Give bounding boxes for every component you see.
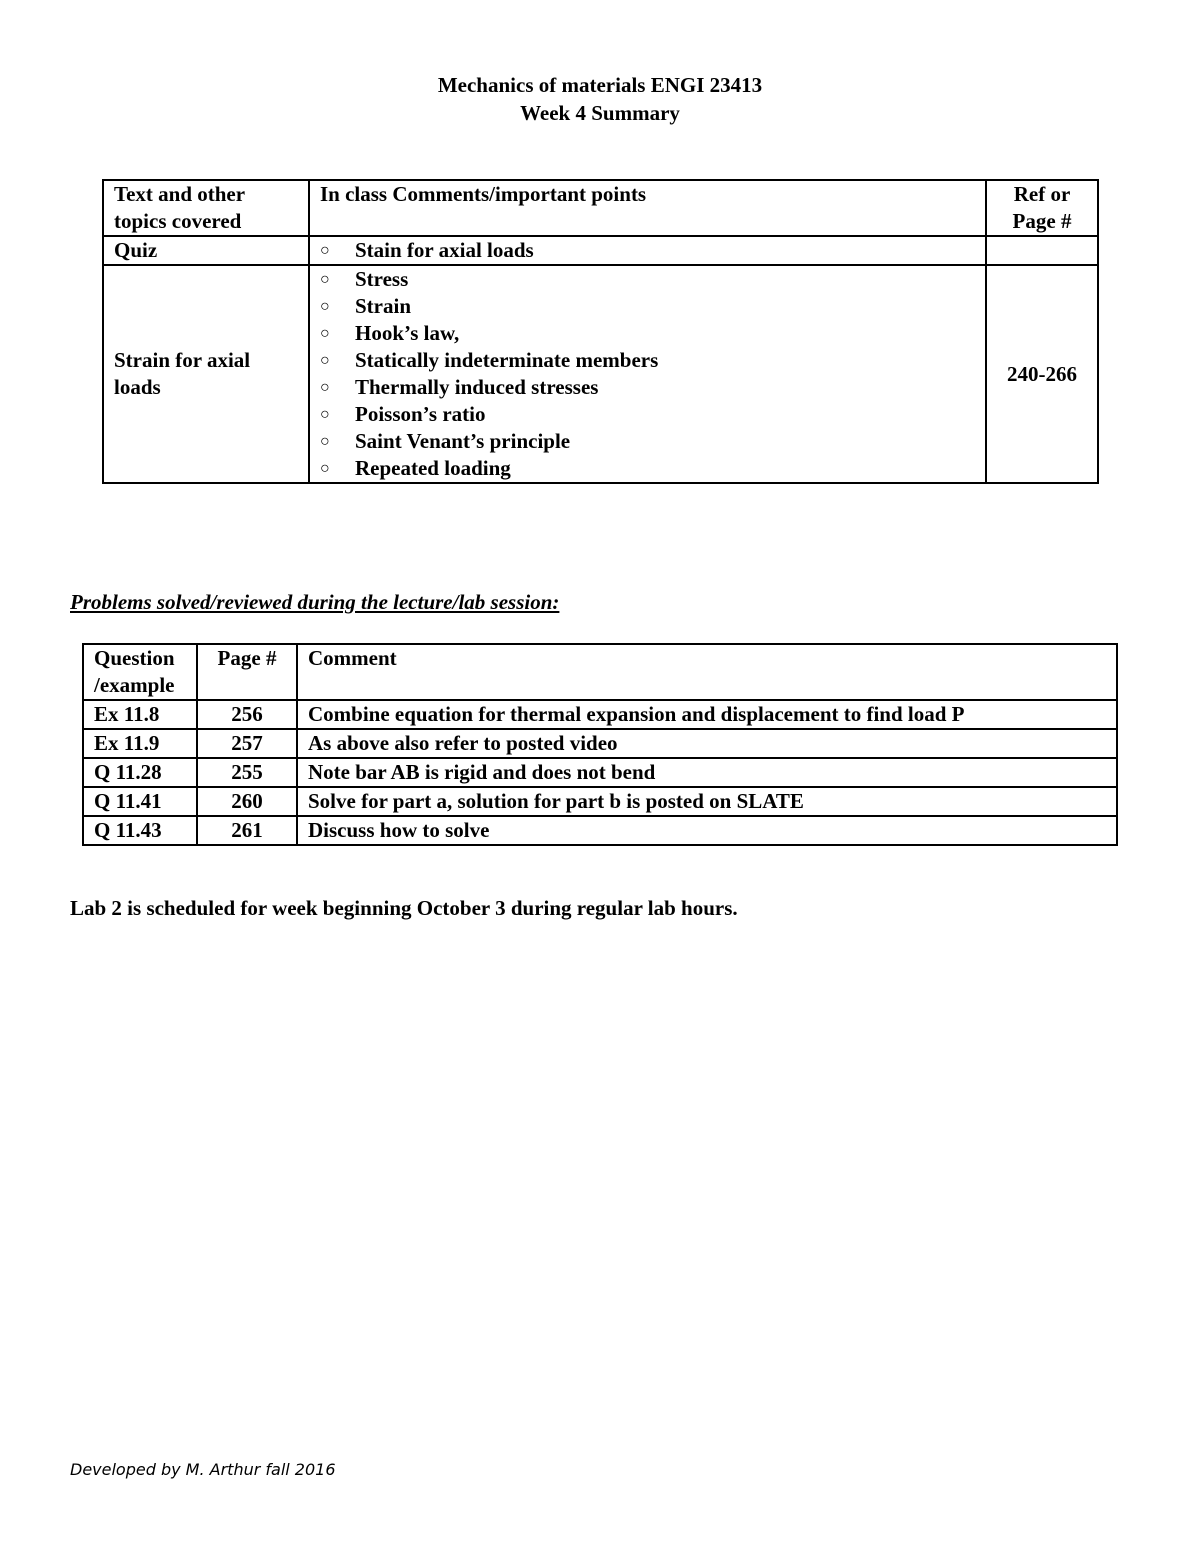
- comments-header: In class Comments/important points: [309, 180, 986, 236]
- course-title: Mechanics of materials ENGI 23413: [437, 73, 763, 97]
- bullet-point: ○ Saint Venant’s principle: [320, 428, 975, 455]
- question-cell: Q 11.43: [83, 816, 197, 845]
- summary-table: [102, 179, 1099, 484]
- table-row: [83, 758, 1117, 787]
- page-cell: 255: [197, 758, 297, 787]
- comment-cell: Note bar AB is rigid and does not bend: [297, 758, 1117, 787]
- page-cell: 260: [197, 787, 297, 816]
- summary-header-row: [103, 180, 1098, 236]
- table-row: [83, 816, 1117, 845]
- question-cell: Ex 11.8: [83, 700, 197, 729]
- bullet-point: ○ Repeated loading: [320, 455, 975, 482]
- points-list: [320, 237, 975, 264]
- points-cell: [309, 236, 986, 265]
- comment-cell: Solve for part a, solution for part b is posted on SLATE: [297, 787, 1117, 816]
- table-row: [83, 700, 1117, 729]
- ref-cell: [986, 236, 1098, 265]
- topic-cell: Quiz: [103, 236, 309, 265]
- page-cell: 261: [197, 816, 297, 845]
- page-header: Page #: [197, 644, 297, 700]
- table-row: [83, 787, 1117, 816]
- question-cell: Q 11.28: [83, 758, 197, 787]
- ref-header: Ref or Page #: [986, 180, 1098, 236]
- footer: Developed by M. Arthur fall 2016: [70, 1460, 336, 1479]
- week-title: Week 4 Summary: [520, 101, 680, 125]
- topics-header: Text and other topics covered: [103, 180, 309, 236]
- page-cell: 257: [197, 729, 297, 758]
- bullet-point: ○ Statically indeterminate members: [320, 347, 975, 374]
- lab-note: Lab 2 is scheduled for week beginning October 3 during regular lab hours.: [70, 896, 738, 920]
- summary-row: [103, 236, 1098, 265]
- ref-cell: 240-266: [986, 265, 1098, 483]
- bullet-point: ○ Hook’s law,: [320, 320, 975, 347]
- points-list: [320, 266, 975, 482]
- problems-header-row: [83, 644, 1117, 700]
- bullet-point: ○ Poisson’s ratio: [320, 401, 975, 428]
- question-cell: Q 11.41: [83, 787, 197, 816]
- problems-heading: Problems solved/reviewed during the lecture/lab session:: [70, 590, 560, 614]
- bullet-point: ○ Strain: [320, 293, 975, 320]
- comment-header: Comment: [297, 644, 1117, 700]
- bullet-point: ○ Stain for axial loads: [320, 237, 975, 264]
- comment-cell: Discuss how to solve: [297, 816, 1117, 845]
- problems-table: [82, 643, 1118, 846]
- question-cell: Ex 11.9: [83, 729, 197, 758]
- topic-cell: Strain for axial loads: [103, 265, 309, 483]
- bullet-point: ○ Stress: [320, 266, 975, 293]
- page-cell: 256: [197, 700, 297, 729]
- comment-cell: As above also refer to posted video: [297, 729, 1117, 758]
- comment-cell: Combine equation for thermal expansion and displacement to find load P: [297, 700, 1117, 729]
- table-row: [83, 729, 1117, 758]
- question-header: Question /example: [83, 644, 197, 700]
- summary-row: [103, 265, 1098, 483]
- points-cell: [309, 265, 986, 483]
- bullet-point: ○ Thermally induced stresses: [320, 374, 975, 401]
